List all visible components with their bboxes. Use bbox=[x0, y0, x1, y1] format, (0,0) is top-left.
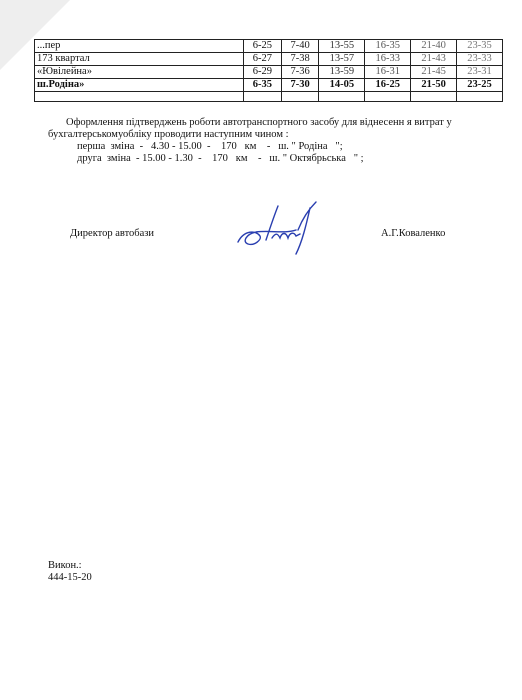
time-cell: 21-43 bbox=[411, 53, 457, 66]
time-cell: 13-59 bbox=[319, 66, 365, 79]
stop-name: 173 квартал bbox=[35, 53, 244, 66]
note-line: Оформлення підтверджень роботи автотранспортного засобу для віднесенн я витрат у bbox=[66, 117, 452, 128]
time-cell: 13-55 bbox=[319, 40, 365, 53]
handwritten-signature bbox=[226, 200, 326, 256]
time-cell: 6-25 bbox=[244, 40, 282, 53]
time-cell: 7-40 bbox=[281, 40, 319, 53]
time-cell: 7-38 bbox=[281, 53, 319, 66]
shift-line: друга зміна - 15.00 - 1.30 - 170 км - ш. " Октябрьська " ; bbox=[77, 153, 364, 164]
table-row bbox=[35, 92, 503, 102]
time-cell: 21-50 bbox=[411, 79, 457, 92]
time-cell: 23-33 bbox=[457, 53, 503, 66]
schedule-table bbox=[34, 39, 503, 102]
time-cell: 7-36 bbox=[281, 66, 319, 79]
empty-cell bbox=[35, 92, 244, 102]
note-line: бухгалтерськомуобліку проводити наступним чином : bbox=[48, 129, 289, 140]
executor-block bbox=[48, 560, 92, 584]
time-cell: 23-31 bbox=[457, 66, 503, 79]
time-cell: 23-25 bbox=[457, 79, 503, 92]
empty-cell bbox=[319, 92, 365, 102]
time-cell: 14-05 bbox=[319, 79, 365, 92]
time-cell: 16-33 bbox=[365, 53, 411, 66]
time-cell: 6-29 bbox=[244, 66, 282, 79]
time-cell: 7-30 bbox=[281, 79, 319, 92]
time-cell: 16-35 bbox=[365, 40, 411, 53]
empty-cell bbox=[244, 92, 282, 102]
note-paragraph bbox=[48, 117, 478, 141]
table-row bbox=[35, 66, 503, 79]
empty-cell bbox=[281, 92, 319, 102]
time-cell: 6-27 bbox=[244, 53, 282, 66]
time-cell: 23-35 bbox=[457, 40, 503, 53]
table-row bbox=[35, 40, 503, 53]
empty-cell bbox=[457, 92, 503, 102]
stop-name: ш.Родіна» bbox=[35, 79, 244, 92]
time-cell: 21-45 bbox=[411, 66, 457, 79]
executor-phone: 444-15-20 bbox=[48, 572, 92, 583]
time-cell: 16-25 bbox=[365, 79, 411, 92]
time-cell: 16-31 bbox=[365, 66, 411, 79]
shift-line: перша зміна - 4.30 - 15.00 - 170 км - ш. " Родіна "; bbox=[77, 141, 343, 152]
time-cell: 6-35 bbox=[244, 79, 282, 92]
table-row bbox=[35, 53, 503, 66]
empty-cell bbox=[365, 92, 411, 102]
signer-name: А.Г.Коваленко bbox=[381, 228, 446, 239]
empty-cell bbox=[411, 92, 457, 102]
executor-label: Викон.: bbox=[48, 560, 82, 571]
stop-name: ...пер bbox=[35, 40, 244, 53]
stop-name: «Ювілейна» bbox=[35, 66, 244, 79]
time-cell: 21-40 bbox=[411, 40, 457, 53]
time-cell: 13-57 bbox=[319, 53, 365, 66]
signature-title: Директор автобази bbox=[70, 228, 155, 239]
table-row bbox=[35, 79, 503, 92]
